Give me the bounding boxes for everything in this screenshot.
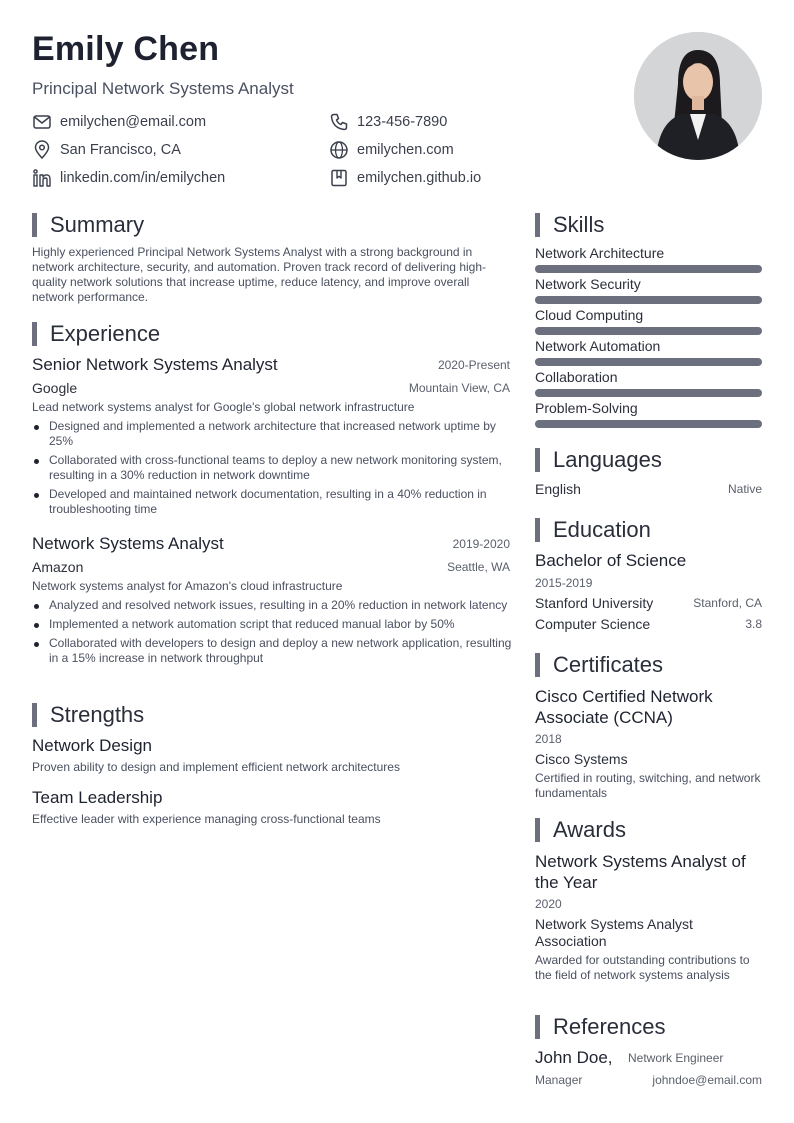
skill-label: Network Automation [535,338,661,354]
job-bullets [32,419,512,521]
contact-email[interactable] [32,112,206,132]
certificates-heading-text: Certificates [553,652,664,677]
contact-phone[interactable] [329,112,447,132]
bookmark-icon [329,168,349,188]
award-title: Network Systems Analyst of the Year [535,852,746,892]
experience-heading [32,322,160,346]
github-text: emilychen.github.io [357,170,482,186]
skill-bar-fill [535,420,762,428]
mail-icon [32,112,52,132]
linkedin-text: linkedin.com/in/emilychen [60,170,226,186]
contact-location [32,140,181,160]
location-pin-icon [32,140,52,160]
language-level: Native [727,482,762,496]
job-bullet: Analyzed and resolved network issues, resulting in a 20% reduction in network latency [32,598,512,613]
award-issuer: Network Systems Analyst Association [535,916,693,949]
skill-bar-fill [535,327,762,335]
skill-label: Problem-Solving [535,400,638,416]
languages-heading-text: Languages [553,447,662,472]
strengths-heading-text: Strengths [50,702,145,727]
strength-title: Network Design [32,736,152,755]
job-description: Network systems analyst for Amazon's cloud infrastructure [32,579,343,593]
heading-bar [32,703,37,727]
job-location: Seattle, WA [447,560,510,574]
phone-text: 123-456-7890 [357,114,448,130]
job-bullet: Designed and implemented a network architecture that increased network uptime by 25% [32,419,512,449]
job-bullet: Developed and maintained network documentation, resulting in a 40% reduction in troubleshooting time [32,487,512,517]
contact-github[interactable] [329,168,481,188]
globe-icon [329,140,349,160]
job-company: Amazon [32,559,84,575]
job-bullet: Collaborated with cross-functional teams to deploy a new network monitoring system, resulting in a 30% reduction in network downtime [32,453,512,483]
heading-bar [535,448,540,472]
references-heading [535,1015,666,1039]
education-degree: Bachelor of Science [535,551,687,570]
skill-bar-fill [535,358,762,366]
candidate-title: Principal Network Systems Analyst [32,79,294,98]
summary-heading-text: Summary [50,212,145,237]
strength-title: Team Leadership [32,788,163,807]
education-dates: 2015-2019 [535,576,593,590]
skill-bar [535,327,762,335]
job-dates: 2020-Present [437,358,510,372]
education-heading [535,518,651,542]
summary-text: Highly experienced Principal Network Systems Analyst with a strong background in network architecture, security, and automation. Proven track record of delivering high-quality network solutions that increase uptime, reduce latency, and improve overall network performance. [32,245,486,304]
languages-heading [535,448,662,472]
job-bullet: Implemented a network automation script that reduced manual labor by 50% [32,617,512,632]
job-bullets [32,598,512,670]
education-gpa: 3.8 [745,617,762,631]
skills-heading-text: Skills [553,212,605,237]
skill-bar [535,296,762,304]
award-text: Awarded for outstanding contributions to the field of network systems analysis [535,953,750,982]
certificate-year: 2018 [535,732,562,746]
skill-item [535,400,762,416]
phone-icon [329,112,349,132]
skill-label: Network Architecture [535,245,665,261]
summary-heading [32,213,144,237]
education-location: Stanford, CA [693,596,762,610]
job-title: Network Systems Analyst [32,534,224,553]
experience-heading-text: Experience [50,321,161,346]
reference-email[interactable]: johndoe@email.com [652,1073,762,1087]
skill-bar-fill [535,265,762,273]
candidate-name: Emily Chen [32,30,220,68]
heading-bar [535,1015,540,1039]
website-text: emilychen.com [357,142,454,158]
profile-photo [634,32,762,160]
education-heading-text: Education [553,517,651,542]
heading-bar [535,818,540,842]
heading-bar [535,653,540,677]
skill-item [535,276,762,292]
skill-label: Cloud Computing [535,307,644,323]
job-dates: 2019-2020 [452,537,510,551]
job-description: Lead network systems analyst for Google's global network infrastructure [32,400,415,414]
skills-heading [535,213,604,237]
education-school: Stanford University [535,595,654,611]
strength-text: Effective leader with experience managing cross-functional teams [32,812,381,826]
contact-website[interactable] [329,140,454,160]
strengths-heading [32,703,144,727]
linkedin-icon [32,168,52,188]
reference-name: John Doe, [535,1048,613,1067]
skill-bar [535,389,762,397]
skill-item [535,369,762,385]
certificates-heading [535,653,663,677]
skill-bar-fill [535,296,762,304]
contact-linkedin[interactable] [32,168,225,188]
skill-bar [535,420,762,428]
strength-text: Proven ability to design and implement efficient network architectures [32,760,400,774]
skill-label: Collaboration [535,369,618,385]
reference-role: Network Engineer [628,1051,724,1065]
heading-bar [535,213,540,237]
skill-bar [535,358,762,366]
skill-bar-fill [535,389,762,397]
heading-bar [32,213,37,237]
references-heading-text: References [553,1014,666,1039]
reference-role-2: Manager [535,1073,583,1087]
awards-heading-text: Awards [553,817,626,842]
language-name: English [535,481,581,497]
heading-bar [32,322,37,346]
job-location: Mountain View, CA [408,381,510,395]
skill-bar [535,265,762,273]
certificate-text: Certified in routing, switching, and network fundamentals [535,771,761,800]
heading-bar [535,518,540,542]
job-bullet: Collaborated with developers to design and deploy a new network application, resulting in a 15% increase in network throughput [32,636,512,666]
award-year: 2020 [535,897,562,911]
certificate-title: Cisco Certified Network Associate (CCNA) [535,687,713,727]
job-company: Google [32,380,78,396]
email-text: emilychen@email.com [60,114,207,130]
education-field: Computer Science [535,616,651,632]
skill-item [535,245,762,261]
location-text: San Francisco, CA [60,142,181,158]
certificate-issuer: Cisco Systems [535,751,628,767]
job-title: Senior Network Systems Analyst [32,355,278,374]
skill-item [535,307,762,323]
skill-item [535,338,762,354]
awards-heading [535,818,626,842]
skill-label: Network Security [535,276,641,292]
